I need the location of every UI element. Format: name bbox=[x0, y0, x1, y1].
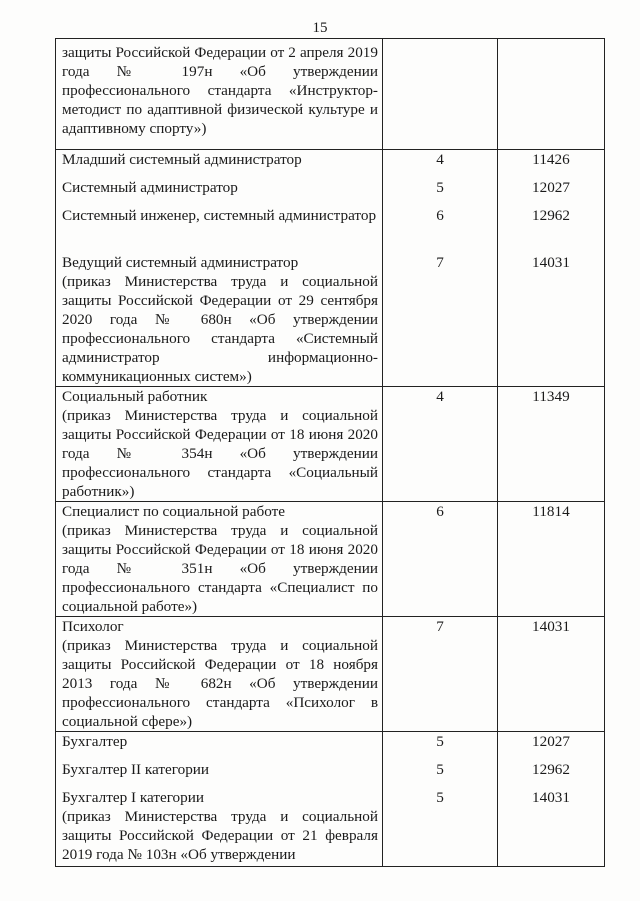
position-entry bbox=[62, 253, 378, 386]
level-value: 5 bbox=[436, 733, 444, 750]
position-note: (приказ Министерства труда и социальной защиты Российской Федерации от 29 сентября 2020 года № 680н «Об утверждении профессионального стандарта «Системный администратор информационно-коммуникационных систем») bbox=[62, 273, 378, 385]
level-cell bbox=[383, 150, 498, 387]
position-title: Бухгалтер bbox=[62, 733, 128, 750]
level-cell bbox=[383, 732, 498, 867]
position-cell bbox=[56, 387, 383, 502]
table-row bbox=[56, 387, 605, 502]
salary-value: 11814 bbox=[532, 503, 570, 520]
position-title: Бухгалтер I категории bbox=[62, 789, 205, 806]
level-value: 6 bbox=[436, 207, 444, 224]
position-title: Системный инженер, системный администратор bbox=[62, 207, 377, 224]
positions-table bbox=[55, 38, 605, 867]
page-number: 15 bbox=[312, 20, 328, 36]
salary-cell bbox=[498, 732, 605, 867]
salary-value: 11426 bbox=[532, 151, 570, 168]
position-note: (приказ Министерства труда и социальной защиты Российской Федерации от 18 ноября 2013 года № 682н «Об утверждении профессионального стандарта «Психолог в социальной сфере») bbox=[62, 637, 378, 730]
salary-cell bbox=[498, 502, 605, 617]
salary-cell bbox=[498, 617, 605, 732]
level-value: 4 bbox=[436, 388, 444, 405]
salary-value: 14031 bbox=[532, 618, 570, 635]
position-cell bbox=[56, 502, 383, 617]
salary-cell bbox=[498, 150, 605, 387]
salary-cell bbox=[498, 387, 605, 502]
level-cell bbox=[383, 387, 498, 502]
position-note: защиты Российской Федерации от 2 апреля 2019 года № 197н «Об утверждении профессионального стандарта «Инструктор-методист по адаптивной физической культуре и адаптивному спорту») bbox=[62, 44, 378, 137]
position-cell bbox=[56, 39, 383, 150]
level-value: 5 bbox=[436, 761, 444, 778]
position-title: Ведущий системный администратор bbox=[62, 254, 299, 271]
table-row bbox=[56, 502, 605, 617]
salary-value: 14031 bbox=[532, 789, 570, 806]
level-value: 7 bbox=[436, 618, 444, 635]
position-entry bbox=[62, 788, 378, 864]
level-value: 5 bbox=[436, 789, 444, 806]
salary-value: 12027 bbox=[532, 733, 570, 750]
position-note: (приказ Министерства труда и социальной защиты Российской Федерации от 18 июня 2020 года № 351н «Об утверждении профессионального стандарта «Специалист по социальной работе») bbox=[62, 522, 378, 615]
level-value: 7 bbox=[436, 254, 444, 271]
salary-value: 14031 bbox=[532, 254, 570, 271]
table-row bbox=[56, 150, 605, 387]
salary-value: 12027 bbox=[532, 179, 570, 196]
position-cell bbox=[56, 732, 383, 867]
position-cell bbox=[56, 150, 383, 387]
position-title: Специалист по социальной работе bbox=[62, 503, 285, 520]
position-note: (приказ Министерства труда и социальной защиты Российской Федерации от 21 февраля 2019 года № 103н «Об утверждении bbox=[62, 808, 378, 863]
position-title: Младший системный администратор bbox=[62, 151, 302, 168]
position-title: Системный администратор bbox=[62, 179, 238, 196]
position-title: Бухгалтер II категории bbox=[62, 761, 210, 778]
position-title: Социальный работник bbox=[62, 388, 208, 405]
level-value: 6 bbox=[436, 503, 444, 520]
position-cell bbox=[56, 617, 383, 732]
table-row bbox=[56, 617, 605, 732]
position-note: (приказ Министерства труда и социальной защиты Российской Федерации от 18 июня 2020 года № 354н «Об утверждении профессионального стандарта «Социальный работник») bbox=[62, 407, 378, 500]
level-cell bbox=[383, 39, 498, 150]
salary-value: 12962 bbox=[532, 761, 570, 778]
salary-value: 12962 bbox=[532, 207, 570, 224]
level-value: 5 bbox=[436, 179, 444, 196]
salary-cell bbox=[498, 39, 605, 150]
level-cell bbox=[383, 617, 498, 732]
table-row bbox=[56, 732, 605, 867]
table-row bbox=[56, 39, 605, 150]
level-cell bbox=[383, 502, 498, 617]
salary-value: 11349 bbox=[532, 388, 570, 405]
level-value: 4 bbox=[436, 151, 444, 168]
position-title: Психолог bbox=[62, 618, 124, 635]
